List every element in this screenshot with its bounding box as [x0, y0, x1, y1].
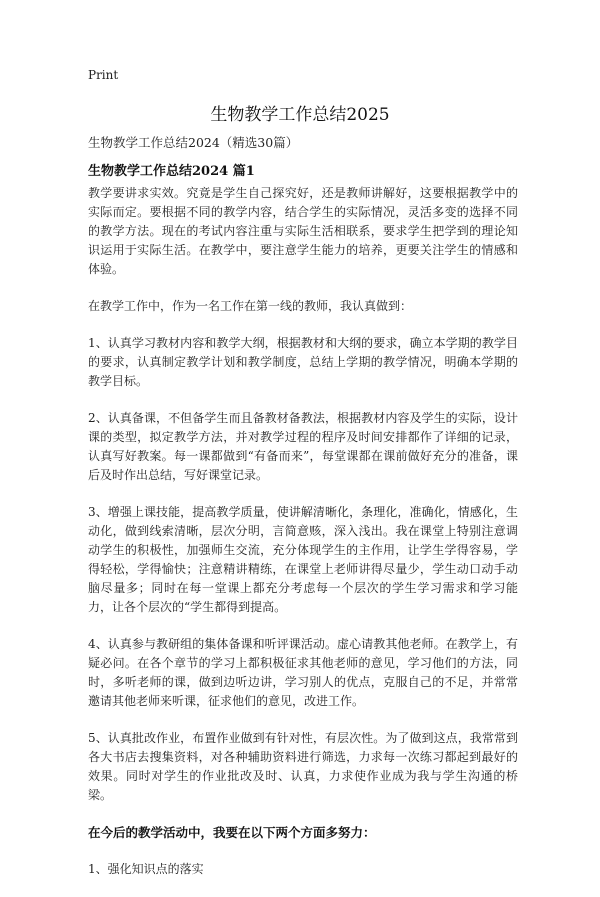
document-body: [88, 184, 518, 897]
section-heading: 生物教学工作总结2024 篇1: [88, 164, 255, 179]
paragraph: 教学要讲求实效。究竟是学生自己探究好，还是教师讲解好，这要根据教学中的实际而定。要根据不同的教学内容，结合学生的实际情况，灵活多变的选择不同的教学方法。现在的考试内容注重与实际生活相联系，要求学生把学到的理论知识运用于实际生活。在教学中，要注意学生能力的培养，更要关注学生的情感和体验。: [88, 186, 518, 276]
paragraph: 3、增强上课技能，提高教学质量，使讲解清晰化，条理化，准确化，情感化，生动化，做到线索清晰，层次分明，言简意赅，深入浅出。我在课堂上特别注意调动学生的积极性，加强师生交流，充分体现学生的主作用，让学生学得容易，学得轻松，学得愉快；注意精讲精练，在课堂上老师讲得尽量少，学生动口动手动脑尽量多；同时在每一堂课上都充分考虑每一个层次的学生学习需求和学习能力，让各个层次的“学生都得到提高。: [88, 505, 518, 614]
print-link[interactable]: Print: [88, 68, 119, 82]
document-subtitle: 生物教学工作总结2024（精选30篇）: [88, 135, 299, 150]
paragraph: 5、认真批改作业，布置作业做到有针对性，有层次性。为了做到这点，我常常到各大书店去搜集资料，对各种辅助资料进行筛选，力求每一次练习都起到最好的效果。同时对学生的作业批改及时、认真，力求使作业成为我与学生沟通的桥梁。: [88, 731, 518, 802]
paragraph: 1、强化知识点的落实: [88, 862, 204, 876]
paragraph: 在教学工作中，作为一名工作在第一线的教师，我认真做到：: [88, 299, 413, 313]
closing-heading: 在今后的教学活动中，我要在以下两个方面多努力：: [88, 825, 376, 840]
paragraph: 2、认真备课，不但备学生而且备教材备教法，根据教材内容及学生的实际，设计课的类型，拟定教学方法，并对教学过程的程序及时间安排都作了详细的记录，认真写好教案。每一课都做到“有备而来”，每堂课都在课前做好充分的准备，课后及时作出总结，写好课堂记录。: [88, 411, 518, 482]
paragraph: 1、认真学习教材内容和教学大纲，根据教材和大纲的要求，确立本学期的教学目的要求，认真制定教学计划和教学制度，总结上学期的教学情况，明确本学期的教学目标。: [88, 336, 518, 388]
page-title: 生物教学工作总结2025: [210, 105, 390, 125]
paragraph: 4、认真参与教研组的集体备课和听评课活动。虚心请教其他老师。在教学上，有疑必问。在各个章节的学习上都积极征求其他老师的意见，学习他们的方法，同时，多听老师的课，做到边听边讲，学习别人的优点，克服自己的不足，并常常邀请其他老师来听课，征求他们的意见，改进工作。: [88, 637, 518, 708]
